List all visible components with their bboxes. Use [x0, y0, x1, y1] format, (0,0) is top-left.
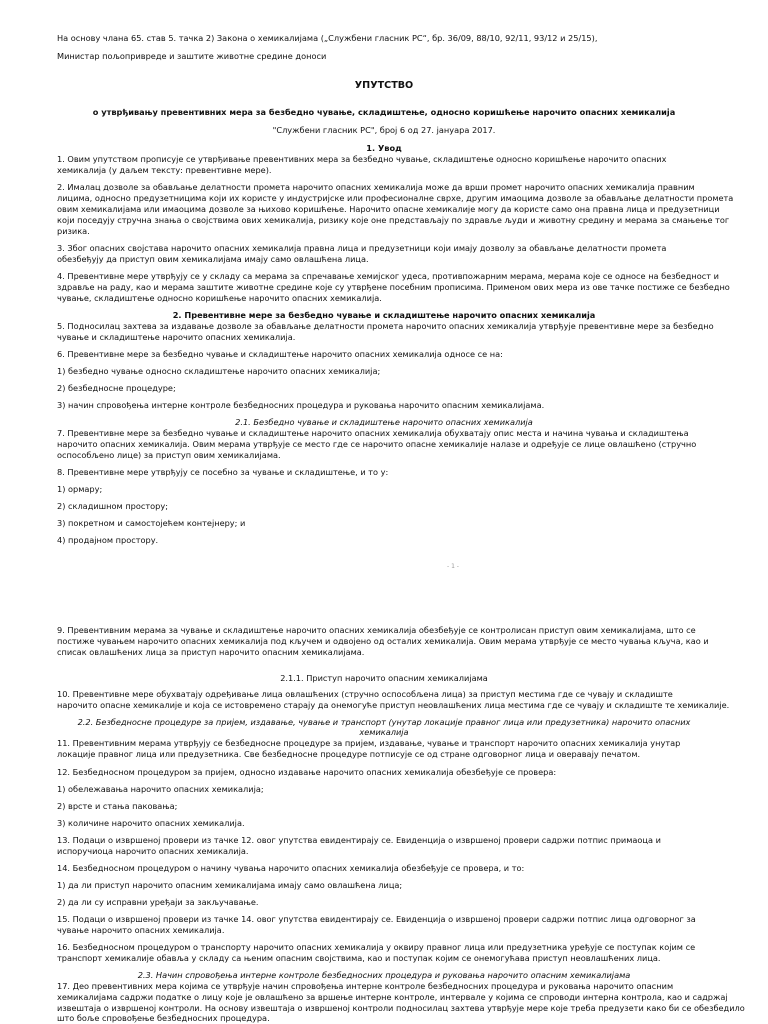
document-subtitle: о утврђивању превентивних мера за безбедно чување, складиштење, односно коришћење нарочито опасних хемикалија: [92, 107, 676, 117]
paragraph-14: 14. Безбедносном процедуром о начину чувања нарочито опасних хемикалија обезбеђује се провера, и то:: [57, 863, 525, 873]
list-item: 2) безбедносне процедуре;: [57, 383, 176, 393]
list-item: 3) покретном и самостојећем контејнеру; и: [57, 518, 246, 528]
gazette-reference: "Службени гласник РС", број 6 од 27. јануара 2017.: [272, 125, 496, 135]
section-2-1-heading: 2.1. Безбедно чување и складиштење нарочито опасних хемикалија: [235, 417, 533, 427]
paragraph-12: 12. Безбедносном процедуром за пријем, односно издавање нарочито опасних хемикалија обезбеђује се провера:: [57, 767, 557, 777]
preamble-line-2: Министар пољопривреде и заштите животне средине доноси: [57, 51, 327, 61]
list-item: 3) количине нарочито опасних хемикалија.: [57, 818, 245, 828]
document-title: УПУТСТВО: [354, 80, 414, 91]
list-item: 2) да ли су исправни уређаји за закључавање.: [57, 897, 259, 907]
section-2-heading: 2. Превентивне мере за безбедно чување и складиштење нарочито опасних хемикалија: [172, 310, 596, 320]
page-number: - 1 -: [447, 563, 459, 570]
list-item: 1) да ли приступ нарочито опасним хемикалијама имају само овлашћена лица;: [57, 880, 403, 890]
list-item: 1) ормару;: [57, 484, 103, 494]
section-2-1-1-heading: 2.1.1. Приступ нарочито опасним хемикалијама: [280, 673, 488, 683]
list-item: 3) начин спровођења интерне контроле безбедносних процедура и руковања нарочито опасним хемикалијама.: [57, 400, 545, 410]
preamble-line-1: На основу члана 65. став 5. тачка 2) Закона о хемикалијама („Службени гласник РС“, бр. 36/09, 88/10, 92/11, 93/12 и 25/15),: [57, 33, 598, 43]
section-1-heading: 1. Увод: [366, 143, 402, 153]
list-item: 1) обележавања нарочито опасних хемикалија;: [57, 784, 264, 794]
paragraph-8: 8. Превентивне мере утврђују се посебно за чување и складиштење, и то у:: [57, 467, 389, 477]
list-item: 1) безбедно чување односно складиштење нарочито опасних хемикалија;: [57, 366, 381, 376]
list-item: 4) продајном простору.: [57, 535, 159, 545]
paragraph-6: 6. Превентивне мере за безбедно чување и складиштење нарочито опасних хемикалија односе се на:: [57, 349, 503, 359]
list-item: 2) складишном простору;: [57, 501, 168, 511]
list-item: 2) врсте и стања паковања;: [57, 801, 178, 811]
section-2-3-heading: 2.3. Начин спровођења интерне контроле безбедносних процедура и руковања нарочито опасним хемикалијама: [137, 970, 631, 980]
